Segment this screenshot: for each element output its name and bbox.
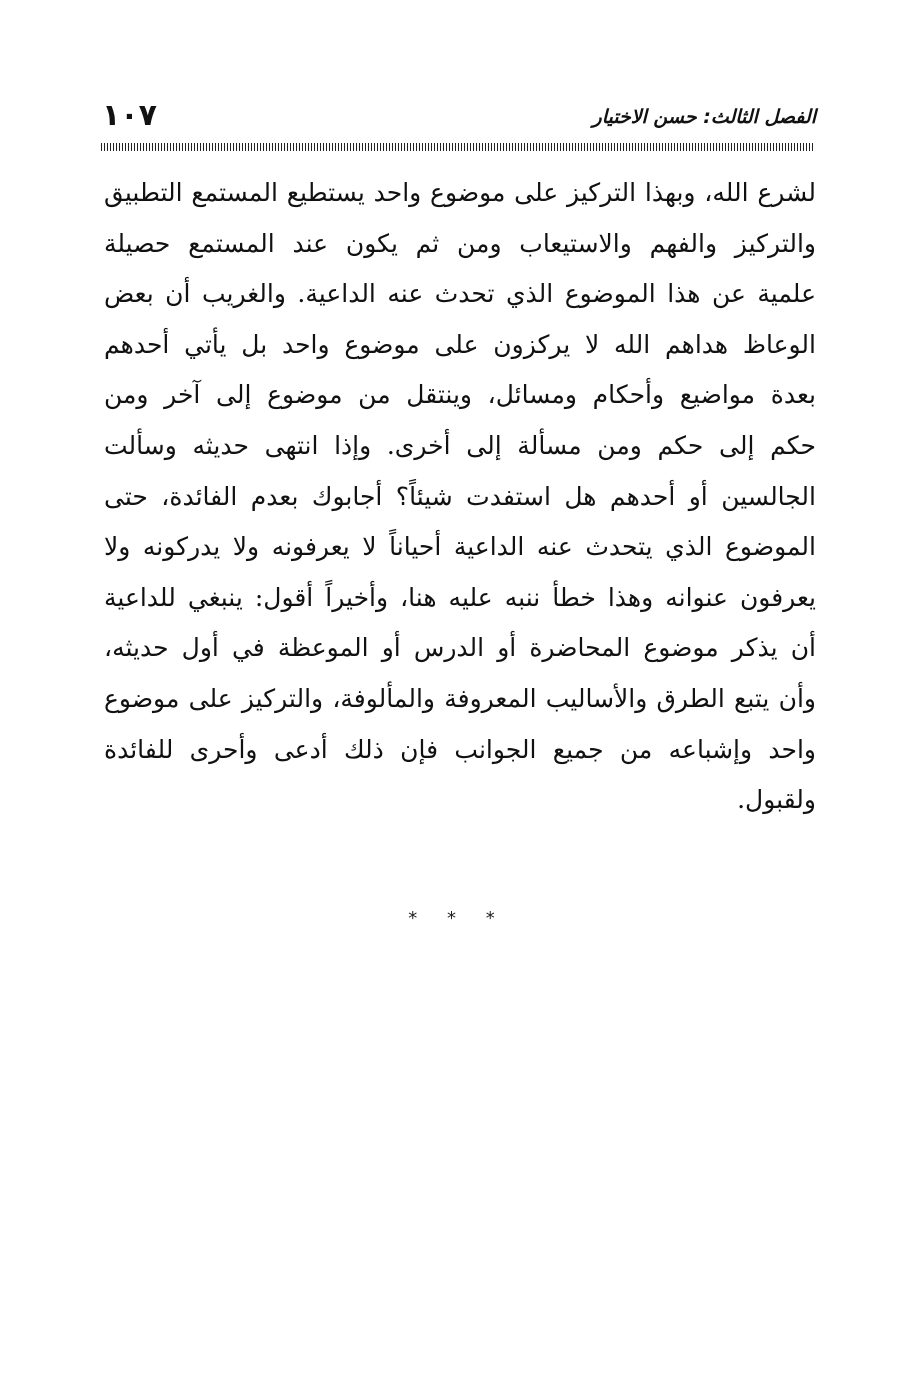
text-line: يعرفون عنوانه وهذا خطأ ننبه عليه هنا، وأخيراً أقول: ينبغي للداعية	[104, 582, 816, 612]
page-number: ١٠٧	[102, 98, 157, 133]
section-separator: * * *	[408, 908, 507, 929]
text-line: بعدة مواضيع وأحكام ومسائل، وينتقل من موضوع إلى آخر ومن	[104, 380, 816, 410]
text-line: الوعاظ هداهم الله لا يركزون على موضوع واحد بل يأتي أحدهم	[104, 329, 816, 359]
text-line: أن يذكر موضوع المحاضرة أو الدرس أو الموعظة في أول حديثه،	[104, 633, 816, 663]
text-line: لشرع الله، وبهذا التركيز على موضوع واحد يستطيع المستمع التطبيق	[104, 178, 816, 207]
text-line: الموضوع الذي يتحدث عنه الداعية أحياناً لا يعرفونه ولا يدركونه ولا	[104, 532, 816, 562]
header-divider	[101, 143, 815, 151]
body-paragraph	[104, 168, 816, 826]
running-header	[100, 98, 816, 138]
text-line: الجالسين أو أحدهم هل استفدت شيئاً؟ أجابوك بعدم الفائدة، حتى	[104, 481, 816, 511]
text-line: واحد وإشباعه من جميع الجوانب فإن ذلك أدعى وأحرى للفائدة	[104, 734, 816, 764]
text-line: وأن يتبع الطرق والأساليب المعروفة والمألوفة، والتركيز على موضوع	[104, 683, 816, 713]
text-line-last: ولقبول.	[737, 785, 816, 815]
text-line: علمية عن هذا الموضوع الذي تحدث عنه الداعية. والغريب أن بعض	[104, 279, 816, 309]
text-line: حكم إلى حكم ومن مسألة إلى أخرى. وإذا انتهى حديثه وسألت	[104, 430, 816, 460]
text-line: والتركيز والفهم والاستيعاب ومن ثم يكون عند المستمع حصيلة	[104, 228, 816, 258]
chapter-title: الفصل الثالث: حسن الاختيار	[592, 106, 816, 128]
